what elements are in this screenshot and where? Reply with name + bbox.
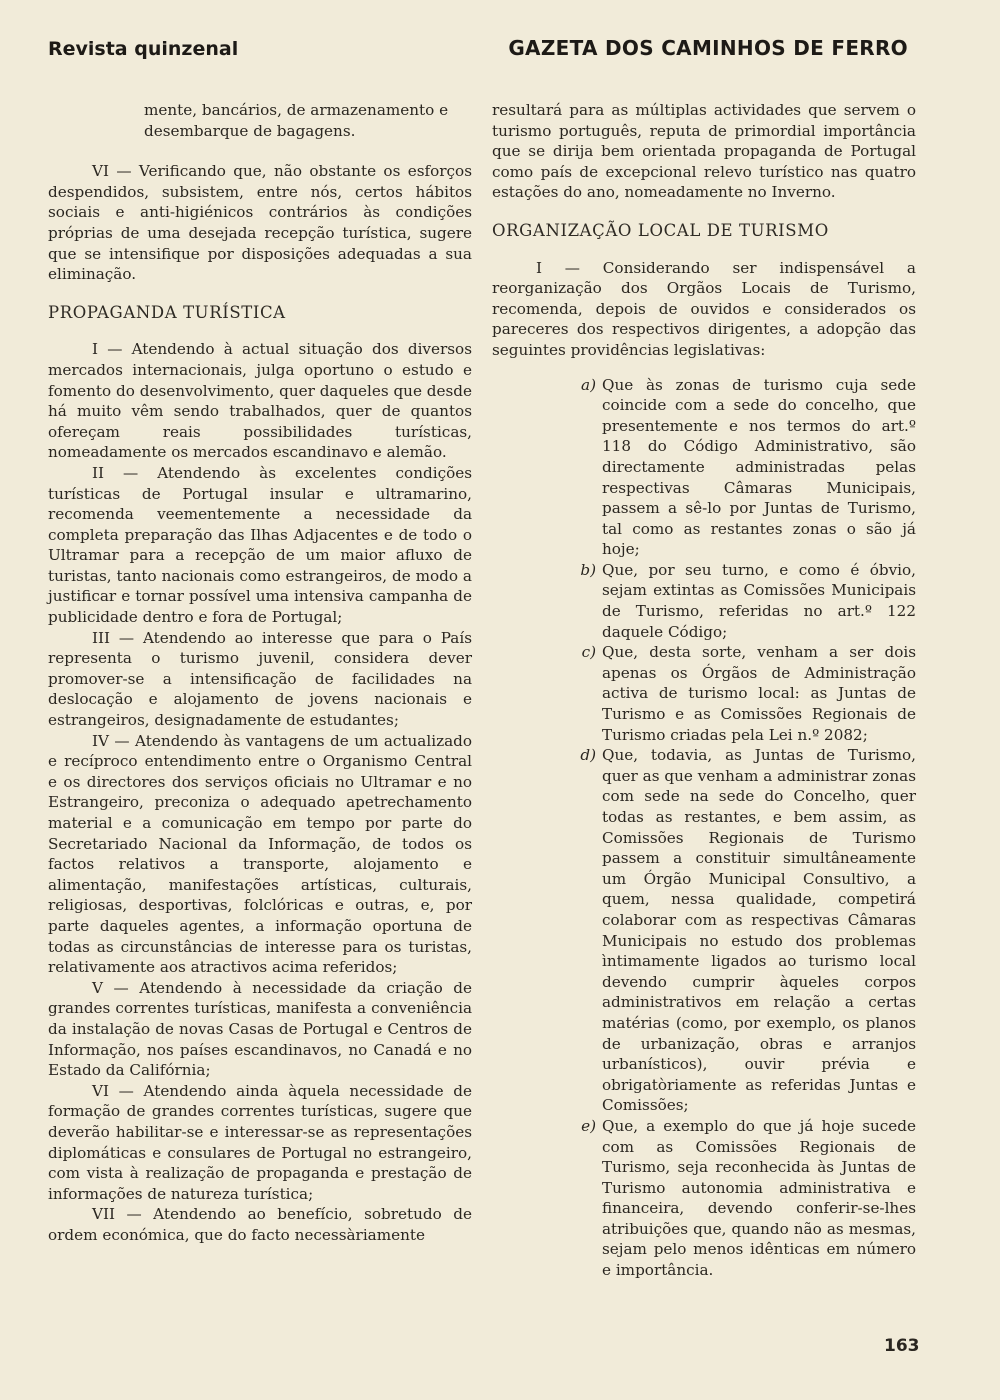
item-text: Que, por seu turno, e como é óbvio, sejam extintas as Comissões Municipais de Turismo, referidas no art.º 122 daquele Código; <box>602 560 916 641</box>
list-item <box>552 745 916 1116</box>
item-text: Que às zonas de turismo cuja sede coincide com a sede do concelho, que presentemente e nos termos do art.º 118 do Código Administrativo, são directamente administradas pelas respectivas Câmaras Municipais, passem a sê-lo por Juntas de Turismo, tal como as restantes zonas o são já hoje; <box>602 375 916 559</box>
right-column <box>492 100 916 1281</box>
section-heading-organizacao: ORGANIZAÇÃO LOCAL DE TURISMO <box>492 220 829 240</box>
paragraph-iv: IV — Atendendo às vantagens de um actualizado e recíproco entendimento entre o Organismo Central e os directores dos serviços oficiais no Ultramar e no Estrangeiro, preconiza o adequado apetrechamento material e a comunicação em tempo por parte do Secretariado Nacional da Informação, de todos os factos relativos a transporte, alojamento e alimentação, manifestações artísticas, culturais, religiosas, desportivas, folclóricas e outras, e, por parte daqueles agentes, a informação oportuna de todas as circunstâncias de interesse para os turistas, relativamente aos atractivos acima referidos; <box>48 731 472 977</box>
list-item <box>552 642 916 745</box>
page-number: 163 <box>884 1336 920 1356</box>
paragraph-vi-a: VI — Verificando que, não obstante os esforços despendidos, subsistem, entre nós, certos hábitos sociais e anti-higiénicos contrários às condições próprias de uma desejada recepção turística, sugere que se intensifique por disposições adequadas a sua eliminação. <box>48 162 472 284</box>
header-left-title: Revista quinzenal <box>48 38 239 60</box>
paragraph-ii: II — Atendendo às excelentes condições turísticas de Portugal insular e ultramarino, recomenda veementemente a necessidade da completa preparação das Ilhas Adjacentes e de todo o Ultramar para a recepção de um maior afluxo de turistas, tanto nacionais como estrangeiros, de modo a justificar e tornar possível uma intensiva campanha de publicidade dentro e fora de Portugal; <box>48 463 472 627</box>
item-text: Que, todavia, as Juntas de Turismo, quer as que venham a administrar zonas com sede na sede do Concelho, quer todas as restantes, e bem assim, as Comissões Regionais de Turismo passem a constituir simultâneamente um Órgão Municipal Consultivo, a quem, nessa qualidade, competirá colaborar com as respectivas Câmaras Municipais no estudo dos problemas ìntimamente ligados ao turismo local devendo cumprir àqueles corpos administrativos em relação a certas matérias (como, por exemplo, os planos de urbanização, obras e arranjos urbanísticos), ouvir prévia e obrigatòriamente as referidas Juntas e Comissões; <box>602 746 916 1115</box>
running-header <box>48 36 908 60</box>
paragraph-vii: VII — Atendendo ao benefício, sobretudo de ordem económica, que do facto necessàriamente <box>48 1205 472 1244</box>
item-label: d) <box>580 746 596 765</box>
right-continuation: resultará para as múltiplas actividades que servem o turismo português, reputa de primordial importância que se dirija bem orientada propaganda de Portugal como país de excepcional relevo turístico nas quatro estações do ano, nomeadamente no Inverno. <box>492 101 916 202</box>
paragraph-v: V — Atendendo à necessidade da criação de grandes correntes turísticas, manifesta a conveniência da instalação de novas Casas de Portugal e Centros de Informação, nos países escandinavos, no Canadá e no Estado da Califórnia; <box>48 978 472 1080</box>
item-text: Que, desta sorte, venham a ser dois apenas os Órgãos de Administração activa de turismo local: as Juntas de Turismo e as Comissões Regionais de Turismo criadas pela Lei n.º 2082; <box>602 643 916 744</box>
item-label: e) <box>581 1116 596 1135</box>
item-label: c) <box>581 643 596 662</box>
paragraph-organizacao-i: I — Considerando ser indispensável a reorganização dos Orgãos Locais de Turismo, recomenda, depois de ouvidos e considerados os pareceres dos respectivos dirigentes, a adopção das seguintes providências legislativas: <box>492 258 916 359</box>
left-column <box>48 100 472 1245</box>
paragraph-vi-b: VI — Atendendo ainda àquela necessidade de formação de grandes correntes turísticas, sugere que deverão habilitar-se e interessar-se as representações diplomáticas e consulares de Portugal no estrangeiro, com vista à realização de propaganda e prestação de informações de natureza turística; <box>48 1081 472 1203</box>
left-continuation: mente, bancários, de armazenamento e desembarque de bagagens. <box>144 101 449 140</box>
list-item <box>552 375 916 560</box>
header-right-title: GAZETA DOS CAMINHOS DE FERRO <box>508 36 908 60</box>
paragraph-i: I — Atendendo à actual situação dos diversos mercados internacionais, julga oportuno o estudo e fomento do desenvolvimento, quer daqueles que desde há muito vêm sendo trabalhados, quer de quantos ofereçam reais possibilidades turísticas, nomeadamente os mercados escandinavo e alemão. <box>48 340 472 462</box>
paragraph-iii: III — Atendendo ao interesse que para o País representa o turismo juvenil, considera dever promover-se a intensificação de facilidades na deslocação e alojamento de jovens nacionais e estrangeiros, designadamente de estudantes; <box>48 628 472 730</box>
list-item <box>552 560 916 642</box>
item-label: a) <box>581 375 596 394</box>
item-text: Que, a exemplo do que já hoje sucede com as Comissões Regionais de Turismo, seja reconhecida às Juntas de Turismo autonomia administrativa e financeira, devendo conferir-se-lhes atribuições que, quando não as mesmas, sejam pelo menos idênticas em número e importância. <box>602 1116 916 1280</box>
section-heading-propaganda: PROPAGANDA TURÍSTICA <box>48 302 286 322</box>
provisions-list <box>552 375 916 1281</box>
item-label: b) <box>580 560 596 579</box>
list-item <box>552 1116 916 1281</box>
